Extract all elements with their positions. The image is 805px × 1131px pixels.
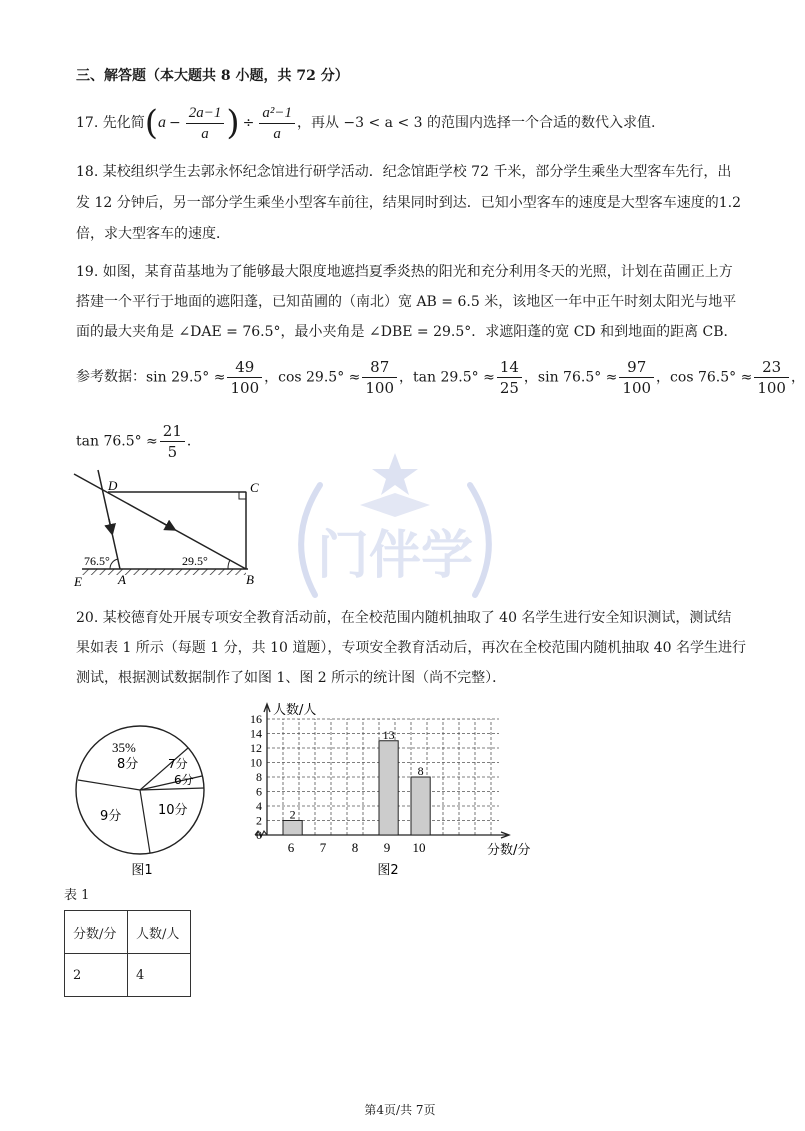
bar-chart-figure-2 — [225, 696, 555, 881]
q17-fraction-2 — [259, 103, 295, 144]
y-tick-label: 8 — [256, 770, 262, 784]
label-C: C — [250, 480, 259, 495]
bars — [283, 728, 430, 835]
ref-item: tan 29.5° ≈ $\frac{14}{25}$ ， — [413, 357, 538, 397]
table-header-cell: 分数/分 — [65, 911, 128, 954]
page-footer: 第4页/共 7页 — [364, 1103, 436, 1117]
angle-A-arc — [110, 559, 118, 569]
angle-B-arc — [228, 560, 230, 569]
y-tick-label: 12 — [250, 741, 262, 755]
q20-line-3: 测试，根据测试数据制作了如图 1、图 2 所示的统计图（尚不完整）． — [76, 670, 507, 686]
x-tick-label: 6 — [287, 840, 295, 855]
y-tick-label: 6 — [256, 784, 262, 799]
q20-line-2: 果如表 1 所示（每题 1 分，共 10 道题），专项安全教育活动后，再次在全校范围内随机抽取 40 名学生进行 — [76, 640, 747, 656]
table-1 — [64, 910, 191, 997]
x-tick-label: 8 — [351, 840, 359, 855]
table-title: 表 1 — [64, 888, 90, 903]
q19-line-3: 面的最大夹角是 ∠DAE = 76.5°，最小夹角是 ∠DBE = 29.5°．求遮阳蓬的宽 CD 和到地面的距离 CB． — [76, 324, 738, 340]
y-tick-label: 10 — [250, 755, 262, 770]
pie-caption: 图1 — [131, 863, 153, 878]
q17-frac1-den: a — [201, 125, 209, 142]
q19-geometry-figure — [60, 470, 280, 595]
bar — [411, 777, 430, 835]
q17-fraction-1 — [186, 103, 225, 144]
q19-line-1: 19. 如图，某育苗基地为了能够最大限度地遮挡夏季炎热的阳光和充分利用冬天的光照，计划在苗圃正上方 — [76, 264, 733, 280]
bar — [379, 741, 398, 835]
ref-label: 参考数据： — [76, 369, 146, 385]
y-tick-label: 14 — [250, 726, 262, 741]
pie-label-8: 8分 — [117, 757, 139, 772]
y-tick-label: 2 — [256, 813, 262, 828]
bar-data-label: 2 — [289, 807, 296, 822]
angle-A-label: 76.5° — [84, 554, 110, 568]
q20-line-1: 20. 某校德育处开展专项安全教育活动前，在全校范围内随机抽取了 40 名学生进行安全知识测试，测试结 — [76, 610, 732, 626]
q17-divide: ÷ — [242, 115, 255, 131]
q17-frac2-den: a — [273, 125, 281, 142]
x-tick-label: 10 — [412, 840, 426, 855]
ref-item: sin 29.5° ≈ $\frac{49}{100}$ ， — [146, 357, 279, 397]
q18-line-3: 倍，求大型客车的速度． — [76, 226, 230, 242]
bar — [283, 821, 302, 836]
angle-B-label: 29.5° — [182, 554, 208, 568]
bar-caption: 图2 — [377, 863, 399, 878]
pie-label-10: 10分 — [158, 803, 188, 818]
ref-item: cos 76.5° ≈ $\frac{23}{100}$ ， — [670, 357, 805, 397]
ref-item: cos 29.5° ≈ $\frac{87}{100}$ ， — [278, 357, 414, 397]
q17-minus: − — [168, 115, 181, 131]
y-axis-label: 人数/人 — [273, 703, 317, 718]
watermark-text: 门伴学 — [316, 526, 474, 586]
q17-paren-close: ) — [226, 103, 240, 143]
x-tick-label: 7 — [319, 840, 327, 855]
table-header-row — [65, 911, 191, 954]
pie-chart-figure-1 — [70, 722, 215, 877]
table-header-cell: 人数/人 — [128, 911, 191, 954]
bar-data-label: 8 — [417, 764, 424, 778]
ground-hatch — [82, 569, 246, 575]
table-cell: 4 — [128, 954, 191, 997]
pie-label-6: 6分 — [174, 773, 194, 787]
ref-item: tan 76.5° ≈ $\frac{21}{5}$ ． — [76, 421, 201, 461]
x-axis-label: 分数/分 — [487, 843, 531, 858]
y-tick-label: 4 — [256, 799, 262, 813]
x-tick-label: 9 — [383, 840, 391, 855]
y-tick-label: 16 — [250, 712, 262, 726]
pie-label-7: 7分 — [168, 757, 188, 771]
label-B: B — [246, 572, 254, 587]
right-angle-mark — [239, 492, 246, 499]
pie-label-8-percent: 35% — [112, 740, 136, 755]
y-tick-labels — [250, 712, 262, 842]
table-cell: 2 — [65, 954, 128, 997]
q17-suffix: ，再从 −3 < a < 3 的范围内选择一个合适的数代入求值. — [296, 115, 656, 131]
label-A: A — [118, 572, 126, 587]
pie-label-9: 9分 — [100, 809, 122, 824]
ray-B-arrow — [160, 522, 174, 530]
table-row — [65, 954, 191, 997]
q17-frac2-num: a²−1 — [259, 103, 295, 124]
q19-reference-data — [76, 354, 805, 400]
ray-A-arrow — [109, 519, 112, 533]
label-E: E — [74, 574, 82, 589]
q17-prefix: 17. 先化简 — [76, 115, 145, 131]
label-D: D — [108, 478, 118, 493]
q17-var-a: a — [157, 114, 166, 131]
y-tick-label: 0 — [256, 828, 262, 842]
q17-frac1-num: 2a−1 — [186, 103, 225, 124]
question-17 — [76, 100, 655, 146]
ref-item: sin 76.5° ≈ $\frac{97}{100}$ ， — [537, 357, 671, 397]
q18-line-1: 18. 某校组织学生去郭永怀纪念馆进行研学活动．纪念馆距学校 72 千米，部分学生乘坐大型客车先行，出 — [76, 164, 732, 180]
q19-reference-last — [76, 418, 201, 464]
q18-line-2: 发 12 分钟后，另一部分学生乘坐小型客车前往，结果同时到达．已知小型客车的速度是大型客车速度的1.2 — [76, 195, 741, 211]
q17-paren-open: ( — [144, 103, 158, 143]
x-tick-labels — [288, 840, 426, 855]
bar-data-label: 13 — [382, 727, 395, 742]
section-heading: 三、解答题（本大题共 8 小题，共 72 分） — [76, 68, 349, 84]
q19-line-2: 搭建一个平行于地面的遮阳蓬，已知苗圃的（南北）宽 AB = 6.5 米，该地区一年中正午时刻太阳光与地平 — [76, 294, 737, 310]
